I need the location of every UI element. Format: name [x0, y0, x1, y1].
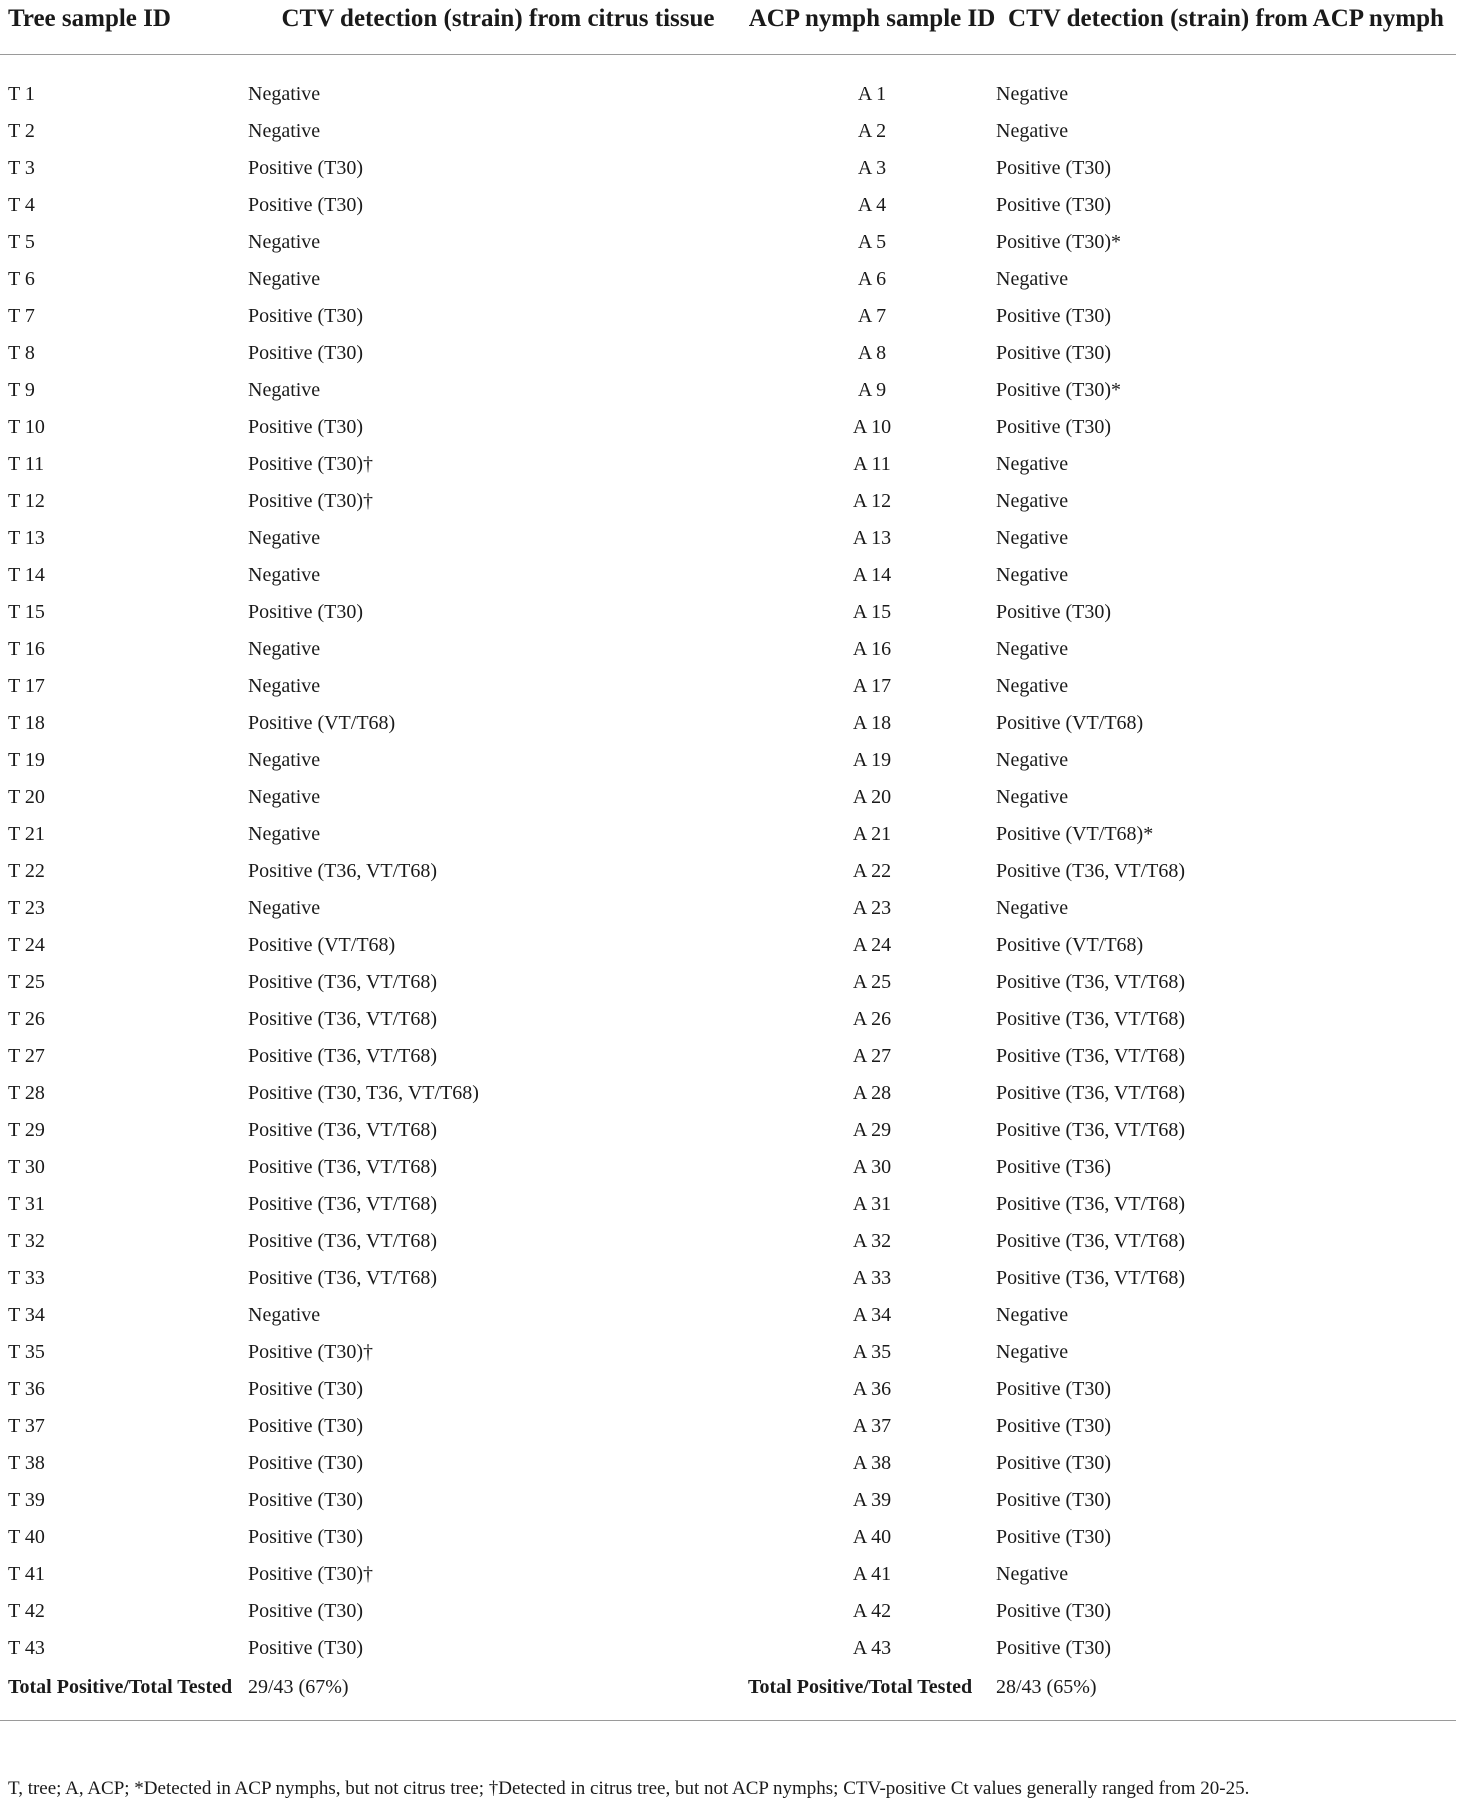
acp-sample-id-cell: A 38: [852, 1452, 892, 1474]
table-row: [0, 1112, 1456, 1149]
ctv-acp-cell: Negative: [996, 564, 1069, 586]
acp-sample-id-cell: A 19: [852, 749, 892, 771]
acp-sample-id-cell: A 29: [852, 1119, 892, 1141]
tree-sample-id-cell: T 28: [8, 1082, 45, 1104]
total-value-right: 28/43 (65%): [996, 1667, 1456, 1721]
ctv-acp-cell: Positive (T36, VT/T68): [996, 1193, 1186, 1215]
tree-sample-id-cell: T 15: [8, 601, 45, 623]
acp-sample-id-cell: A 32: [852, 1230, 892, 1252]
ctv-citrus-cell: Positive (T30): [248, 1452, 363, 1474]
tree-sample-id-cell: T 5: [8, 231, 35, 253]
ctv-acp-cell: Positive (T30): [996, 194, 1111, 216]
header-acp-sample-id: ACP nymph sample ID: [748, 0, 996, 55]
tree-sample-id-cell: T 33: [8, 1267, 45, 1289]
tree-sample-id-cell: T 14: [8, 564, 45, 586]
ctv-citrus-cell: Negative: [248, 749, 321, 771]
ctv-citrus-cell: Positive (VT/T68): [248, 712, 396, 734]
acp-sample-id-cell: A 33: [852, 1267, 892, 1289]
acp-sample-id-cell: A 16: [852, 638, 892, 660]
tree-sample-id-cell: T 10: [8, 416, 45, 438]
tree-sample-id-cell: T 34: [8, 1304, 45, 1326]
ctv-citrus-cell: Positive (VT/T68): [248, 934, 396, 956]
tree-sample-id-cell: T 25: [8, 971, 45, 993]
tree-sample-id-cell: T 2: [8, 120, 35, 142]
ctv-citrus-cell: Positive (T30): [248, 194, 363, 216]
ctv-citrus-cell: Negative: [248, 897, 321, 919]
tree-sample-id-cell: T 17: [8, 675, 45, 697]
ctv-acp-cell: Negative: [996, 120, 1069, 142]
table-row: [0, 1001, 1456, 1038]
table-row: [0, 446, 1456, 483]
ctv-acp-cell: Positive (T36, VT/T68): [996, 1008, 1186, 1030]
total-label-right: Total Positive/Total Tested: [748, 1667, 996, 1721]
tree-sample-id-cell: T 21: [8, 823, 45, 845]
tree-sample-id-cell: T 11: [8, 453, 45, 475]
table-row: [0, 1408, 1456, 1445]
table-row: [0, 1260, 1456, 1297]
ctv-acp-cell: Positive (T36, VT/T68): [996, 1119, 1186, 1141]
tree-sample-id-cell: T 38: [8, 1452, 45, 1474]
table-row: [0, 335, 1456, 372]
acp-sample-id-cell: A 7: [857, 305, 887, 327]
table-row: [0, 1223, 1456, 1260]
ctv-citrus-cell: Positive (T30)†: [248, 490, 373, 512]
table-row: [0, 187, 1456, 224]
ctv-acp-cell: Positive (T30): [996, 1489, 1111, 1511]
table-row: [0, 557, 1456, 594]
acp-sample-id-cell: A 3: [857, 157, 887, 179]
ctv-citrus-cell: Positive (T30): [248, 1378, 363, 1400]
table-row: [0, 742, 1456, 779]
ctv-acp-cell: Negative: [996, 897, 1069, 919]
table-row: [0, 1556, 1456, 1593]
ctv-citrus-cell: Positive (T30): [248, 157, 363, 179]
ctv-citrus-cell: Negative: [248, 231, 321, 253]
table-row: [0, 1297, 1456, 1334]
ctv-acp-cell: Positive (T36, VT/T68): [996, 971, 1186, 993]
ctv-citrus-cell: Positive (T36, VT/T68): [248, 860, 438, 882]
table-row: [0, 520, 1456, 557]
ctv-citrus-cell: Negative: [248, 1304, 321, 1326]
ctv-acp-cell: Negative: [996, 786, 1069, 808]
acp-sample-id-cell: A 34: [852, 1304, 892, 1326]
ctv-acp-cell: Negative: [996, 527, 1069, 549]
ctv-citrus-cell: Negative: [248, 268, 321, 290]
table-row: [0, 594, 1456, 631]
tree-sample-id-cell: T 35: [8, 1341, 45, 1363]
ctv-acp-cell: Positive (T30): [996, 157, 1111, 179]
ctv-citrus-cell: Positive (T36, VT/T68): [248, 1230, 438, 1252]
table-row: [0, 150, 1456, 187]
acp-sample-id-cell: A 36: [852, 1378, 892, 1400]
table-row: [0, 1519, 1456, 1556]
acp-sample-id-cell: A 14: [852, 564, 892, 586]
ctv-acp-cell: Positive (T30): [996, 1378, 1111, 1400]
ctv-acp-cell: Negative: [996, 1304, 1069, 1326]
acp-sample-id-cell: A 37: [852, 1415, 892, 1437]
acp-sample-id-cell: A 40: [852, 1526, 892, 1548]
acp-sample-id-cell: A 39: [852, 1489, 892, 1511]
table-row: [0, 1593, 1456, 1630]
ctv-citrus-cell: Positive (T30)†: [248, 1563, 373, 1585]
acp-sample-id-cell: A 13: [852, 527, 892, 549]
table-row: [0, 298, 1456, 335]
ctv-acp-cell: Positive (T30): [996, 416, 1111, 438]
ctv-acp-cell: Positive (T36, VT/T68): [996, 1045, 1186, 1067]
ctv-acp-cell: Negative: [996, 1563, 1069, 1585]
tree-sample-id-cell: T 16: [8, 638, 45, 660]
ctv-acp-cell: Negative: [996, 1341, 1069, 1363]
ctv-citrus-cell: Positive (T30, T36, VT/T68): [248, 1082, 479, 1104]
ctv-citrus-cell: Positive (T36, VT/T68): [248, 1008, 438, 1030]
ctv-citrus-cell: Negative: [248, 83, 321, 105]
ctv-acp-cell: Negative: [996, 268, 1069, 290]
ctv-acp-cell: Positive (VT/T68)*: [996, 823, 1154, 845]
table-row: [0, 816, 1456, 853]
acp-sample-id-cell: A 35: [852, 1341, 892, 1363]
header-ctv-citrus: CTV detection (strain) from citrus tissue: [248, 0, 748, 55]
ctv-acp-cell: Positive (VT/T68): [996, 712, 1144, 734]
table-row: [0, 1630, 1456, 1667]
acp-sample-id-cell: A 9: [857, 379, 887, 401]
ctv-acp-cell: Positive (T30): [996, 305, 1111, 327]
ctv-citrus-cell: Negative: [248, 379, 321, 401]
ctv-acp-cell: Positive (T30): [996, 1526, 1111, 1548]
ctv-acp-cell: Negative: [996, 749, 1069, 771]
tree-sample-id-cell: T 8: [8, 342, 35, 364]
tree-sample-id-cell: T 36: [8, 1378, 45, 1400]
tree-sample-id-cell: T 31: [8, 1193, 45, 1215]
table-row: [0, 927, 1456, 964]
ctv-acp-cell: Negative: [996, 83, 1069, 105]
table-row: [0, 1334, 1456, 1371]
ctv-acp-cell: Positive (T30): [996, 1637, 1111, 1659]
tree-sample-id-cell: T 37: [8, 1415, 45, 1437]
acp-sample-id-cell: A 1: [857, 83, 887, 105]
tree-sample-id-cell: T 9: [8, 379, 35, 401]
ctv-citrus-cell: Negative: [248, 120, 321, 142]
acp-sample-id-cell: A 12: [852, 490, 892, 512]
table-row: [0, 113, 1456, 150]
ctv-citrus-cell: Positive (T30): [248, 1526, 363, 1548]
table-row: [0, 705, 1456, 742]
tree-sample-id-cell: T 19: [8, 749, 45, 771]
acp-sample-id-cell: A 15: [852, 601, 892, 623]
header-ctv-acp: CTV detection (strain) from ACP nymph: [996, 0, 1456, 55]
table-header-row: [0, 0, 1456, 55]
acp-sample-id-cell: A 10: [852, 416, 892, 438]
table-row: [0, 668, 1456, 705]
table-row: [0, 261, 1456, 298]
ctv-citrus-cell: Negative: [248, 786, 321, 808]
ctv-citrus-cell: Positive (T30): [248, 601, 363, 623]
tree-sample-id-cell: T 22: [8, 860, 45, 882]
acp-sample-id-cell: A 24: [852, 934, 892, 956]
table-row: [0, 1186, 1456, 1223]
table-row: [0, 1075, 1456, 1112]
ctv-citrus-cell: Positive (T30): [248, 1415, 363, 1437]
ctv-citrus-cell: Positive (T30)†: [248, 453, 373, 475]
acp-sample-id-cell: A 31: [852, 1193, 892, 1215]
acp-sample-id-cell: A 23: [852, 897, 892, 919]
ctv-citrus-cell: Negative: [248, 527, 321, 549]
tree-sample-id-cell: T 13: [8, 527, 45, 549]
table-row: [0, 631, 1456, 668]
acp-sample-id-cell: A 11: [853, 453, 891, 475]
ctv-citrus-cell: Positive (T36, VT/T68): [248, 1156, 438, 1178]
ctv-citrus-cell: Negative: [248, 564, 321, 586]
acp-sample-id-cell: A 18: [852, 712, 892, 734]
tree-sample-id-cell: T 41: [8, 1563, 45, 1585]
ctv-citrus-cell: Negative: [248, 638, 321, 660]
tree-sample-id-cell: T 29: [8, 1119, 45, 1141]
ctv-acp-cell: Negative: [996, 638, 1069, 660]
ctv-acp-cell: Positive (T30): [996, 601, 1111, 623]
tree-sample-id-cell: T 43: [8, 1637, 45, 1659]
ctv-acp-cell: Positive (T36, VT/T68): [996, 860, 1186, 882]
acp-sample-id-cell: A 26: [852, 1008, 892, 1030]
ctv-acp-cell: Positive (T30): [996, 342, 1111, 364]
tree-sample-id-cell: T 20: [8, 786, 45, 808]
tree-sample-id-cell: T 32: [8, 1230, 45, 1252]
tree-sample-id-cell: T 23: [8, 897, 45, 919]
ctv-acp-cell: Positive (T30): [996, 1600, 1111, 1622]
ctv-citrus-cell: Positive (T36, VT/T68): [248, 971, 438, 993]
tree-sample-id-cell: T 18: [8, 712, 45, 734]
table-row: [0, 1149, 1456, 1186]
acp-sample-id-cell: A 2: [857, 120, 887, 142]
total-row: [0, 1667, 1456, 1721]
ctv-citrus-cell: Positive (T30): [248, 416, 363, 438]
acp-sample-id-cell: A 20: [852, 786, 892, 808]
tree-sample-id-cell: T 30: [8, 1156, 45, 1178]
ctv-citrus-cell: Positive (T36, VT/T68): [248, 1267, 438, 1289]
ctv-acp-cell: Positive (T30)*: [996, 231, 1121, 253]
table-row: [0, 1038, 1456, 1075]
ctv-acp-cell: Positive (T36, VT/T68): [996, 1230, 1186, 1252]
ctv-acp-cell: Negative: [996, 675, 1069, 697]
tree-sample-id-cell: T 12: [8, 490, 45, 512]
acp-sample-id-cell: A 4: [857, 194, 887, 216]
ctv-acp-cell: Negative: [996, 453, 1069, 475]
ctv-citrus-cell: Positive (T30): [248, 342, 363, 364]
tree-sample-id-cell: T 7: [8, 305, 35, 327]
ctv-acp-cell: Positive (T30): [996, 1415, 1111, 1437]
ctv-acp-cell: Positive (T36): [996, 1156, 1111, 1178]
table-row: [0, 483, 1456, 520]
table-body: [0, 55, 1456, 1668]
ctv-citrus-cell: Negative: [248, 675, 321, 697]
total-label-left: Total Positive/Total Tested: [0, 1667, 248, 1721]
acp-sample-id-cell: A 41: [852, 1563, 892, 1585]
ctv-citrus-cell: Positive (T36, VT/T68): [248, 1119, 438, 1141]
table-row: [0, 409, 1456, 446]
table-row: [0, 1371, 1456, 1408]
ctv-citrus-cell: Positive (T30): [248, 1600, 363, 1622]
ctv-citrus-cell: Positive (T30): [248, 305, 363, 327]
ctv-acp-cell: Positive (VT/T68): [996, 934, 1144, 956]
acp-sample-id-cell: A 25: [852, 971, 892, 993]
acp-sample-id-cell: A 43: [852, 1637, 892, 1659]
total-value-left: 29/43 (67%): [248, 1667, 748, 1721]
table-row: [0, 964, 1456, 1001]
acp-sample-id-cell: A 5: [857, 231, 887, 253]
acp-sample-id-cell: A 28: [852, 1082, 892, 1104]
ctv-acp-cell: Positive (T30)*: [996, 379, 1121, 401]
tree-sample-id-cell: T 6: [8, 268, 35, 290]
table-row: [0, 890, 1456, 927]
acp-sample-id-cell: A 21: [852, 823, 892, 845]
tree-sample-id-cell: T 26: [8, 1008, 45, 1030]
table-row: [0, 779, 1456, 816]
tree-sample-id-cell: T 42: [8, 1600, 45, 1622]
acp-sample-id-cell: A 17: [852, 675, 892, 697]
table-row: [0, 372, 1456, 409]
ctv-citrus-cell: Positive (T30): [248, 1637, 363, 1659]
tree-sample-id-cell: T 24: [8, 934, 45, 956]
ctv-citrus-cell: Positive (T30): [248, 1489, 363, 1511]
acp-sample-id-cell: A 8: [857, 342, 887, 364]
acp-sample-id-cell: A 42: [852, 1600, 892, 1622]
tree-sample-id-cell: T 39: [8, 1489, 45, 1511]
tree-sample-id-cell: T 3: [8, 157, 35, 179]
tree-sample-id-cell: T 27: [8, 1045, 45, 1067]
header-tree-sample-id: Tree sample ID: [0, 0, 248, 55]
ctv-acp-cell: Positive (T36, VT/T68): [996, 1267, 1186, 1289]
ctv-citrus-cell: Negative: [248, 823, 321, 845]
tree-sample-id-cell: T 1: [8, 83, 35, 105]
acp-sample-id-cell: A 27: [852, 1045, 892, 1067]
acp-sample-id-cell: A 22: [852, 860, 892, 882]
table-row: [0, 1482, 1456, 1519]
table-row: [0, 55, 1456, 114]
tree-sample-id-cell: T 40: [8, 1526, 45, 1548]
ctv-acp-cell: Positive (T36, VT/T68): [996, 1082, 1186, 1104]
acp-sample-id-cell: A 30: [852, 1156, 892, 1178]
table-row: [0, 1445, 1456, 1482]
ctv-citrus-cell: Positive (T36, VT/T68): [248, 1193, 438, 1215]
ctv-citrus-cell: Positive (T36, VT/T68): [248, 1045, 438, 1067]
tree-sample-id-cell: T 4: [8, 194, 35, 216]
ctv-citrus-cell: Positive (T30)†: [248, 1341, 373, 1363]
table-footnote: T, tree; A, ACP; *Detected in ACP nymphs, but not citrus tree; †Detected in citrus tree, but not ACP nymphs; CTV-positive Ct values generally ranged from 20-25.: [8, 1778, 1250, 1799]
ctv-acp-cell: Positive (T30): [996, 1452, 1111, 1474]
ctv-acp-cell: Negative: [996, 490, 1069, 512]
table-row: [0, 224, 1456, 261]
table-row: [0, 853, 1456, 890]
acp-sample-id-cell: A 6: [857, 268, 887, 290]
